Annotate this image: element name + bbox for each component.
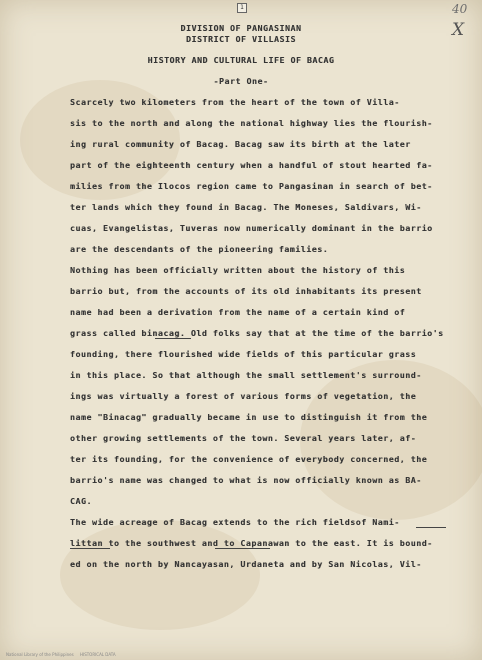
text-line-6: ter lands which they found in Bacag. The Moneses, Saldivars, Wi- — [70, 202, 422, 212]
header-district: DISTRICT OF VILLASIS — [186, 34, 296, 44]
page-tab-marker: 1 — [237, 3, 247, 13]
text-line-11: name had been a derivation from the name of a certain kind of — [70, 307, 406, 317]
namilittan-underline-1 — [416, 527, 446, 528]
text-line-9: Nothing has been officially written about the history of this — [70, 265, 406, 275]
text-line-17: other growing settlements of the town. Several years later, af- — [70, 433, 417, 443]
text-line-23: ed on the north by Nancayasan, Urdaneta and by San Nicolas, Vil- — [70, 559, 422, 569]
text-line-16: name "Binacag" gradually became in use to distinguish it from the — [70, 412, 428, 422]
text-line-5: milies from the Ilocos region came to Pangasinan in search of bet- — [70, 181, 433, 191]
text-line-22: littan to the southwest and to Capanawan to the east. It is bound- — [70, 538, 433, 548]
footer-label: HISTORICAL DATA — [80, 652, 116, 657]
text-line-2: sis to the north and along the national highway lies the flourish- — [70, 118, 433, 128]
text-line-8: are the descendants of the pioneering families. — [70, 244, 329, 254]
text-line-15: ings was virtually a forest of various forms of vegetation, the — [70, 391, 417, 401]
header-division: DIVISION OF PANGASINAN — [180, 23, 302, 33]
text-line-12: grass called binacag. Old folks say that at the time of the barrio's — [70, 328, 444, 338]
text-line-7: cuas, Evangelistas, Tuveras now numerically dominant in the barrio — [70, 223, 433, 233]
text-line-21: The wide acreage of Bacag extends to the rich fieldsof Nami- — [70, 517, 400, 527]
text-line-20: CAG. — [70, 496, 92, 506]
text-line-14: in this place. So that although the small settlement's surround- — [70, 370, 422, 380]
text-line-3: ing rural community of Bacag. Bacag saw its birth at the later — [70, 139, 411, 149]
document-title: HISTORY AND CULTURAL LIFE OF BACAG — [147, 55, 335, 65]
handwritten-x-mark: X — [452, 20, 465, 40]
footer-source: National Library of the Philippines — [6, 652, 74, 657]
namilittan-underline-2 — [70, 548, 110, 549]
text-line-1: Scarcely two kilometers from the heart of the town of Villa- — [70, 97, 400, 107]
text-line-4: part of the eighteenth century when a handful of stout hearted fa- — [70, 160, 433, 170]
text-line-18: ter its founding, for the convenience of everybody concerned, the — [70, 454, 428, 464]
capanawan-underline — [215, 548, 270, 549]
text-line-19: barrio's name was changed to what is now officially known as BA- — [70, 475, 422, 485]
text-line-13: founding, there flourished wide fields of this particular grass — [70, 349, 417, 359]
binacag-underline — [155, 338, 191, 339]
document-part: -Part One- — [213, 76, 269, 86]
text-line-10: barrio but, from the accounts of its old inhabitants its present — [70, 286, 422, 296]
handwritten-page-number: 40 — [452, 2, 468, 16]
